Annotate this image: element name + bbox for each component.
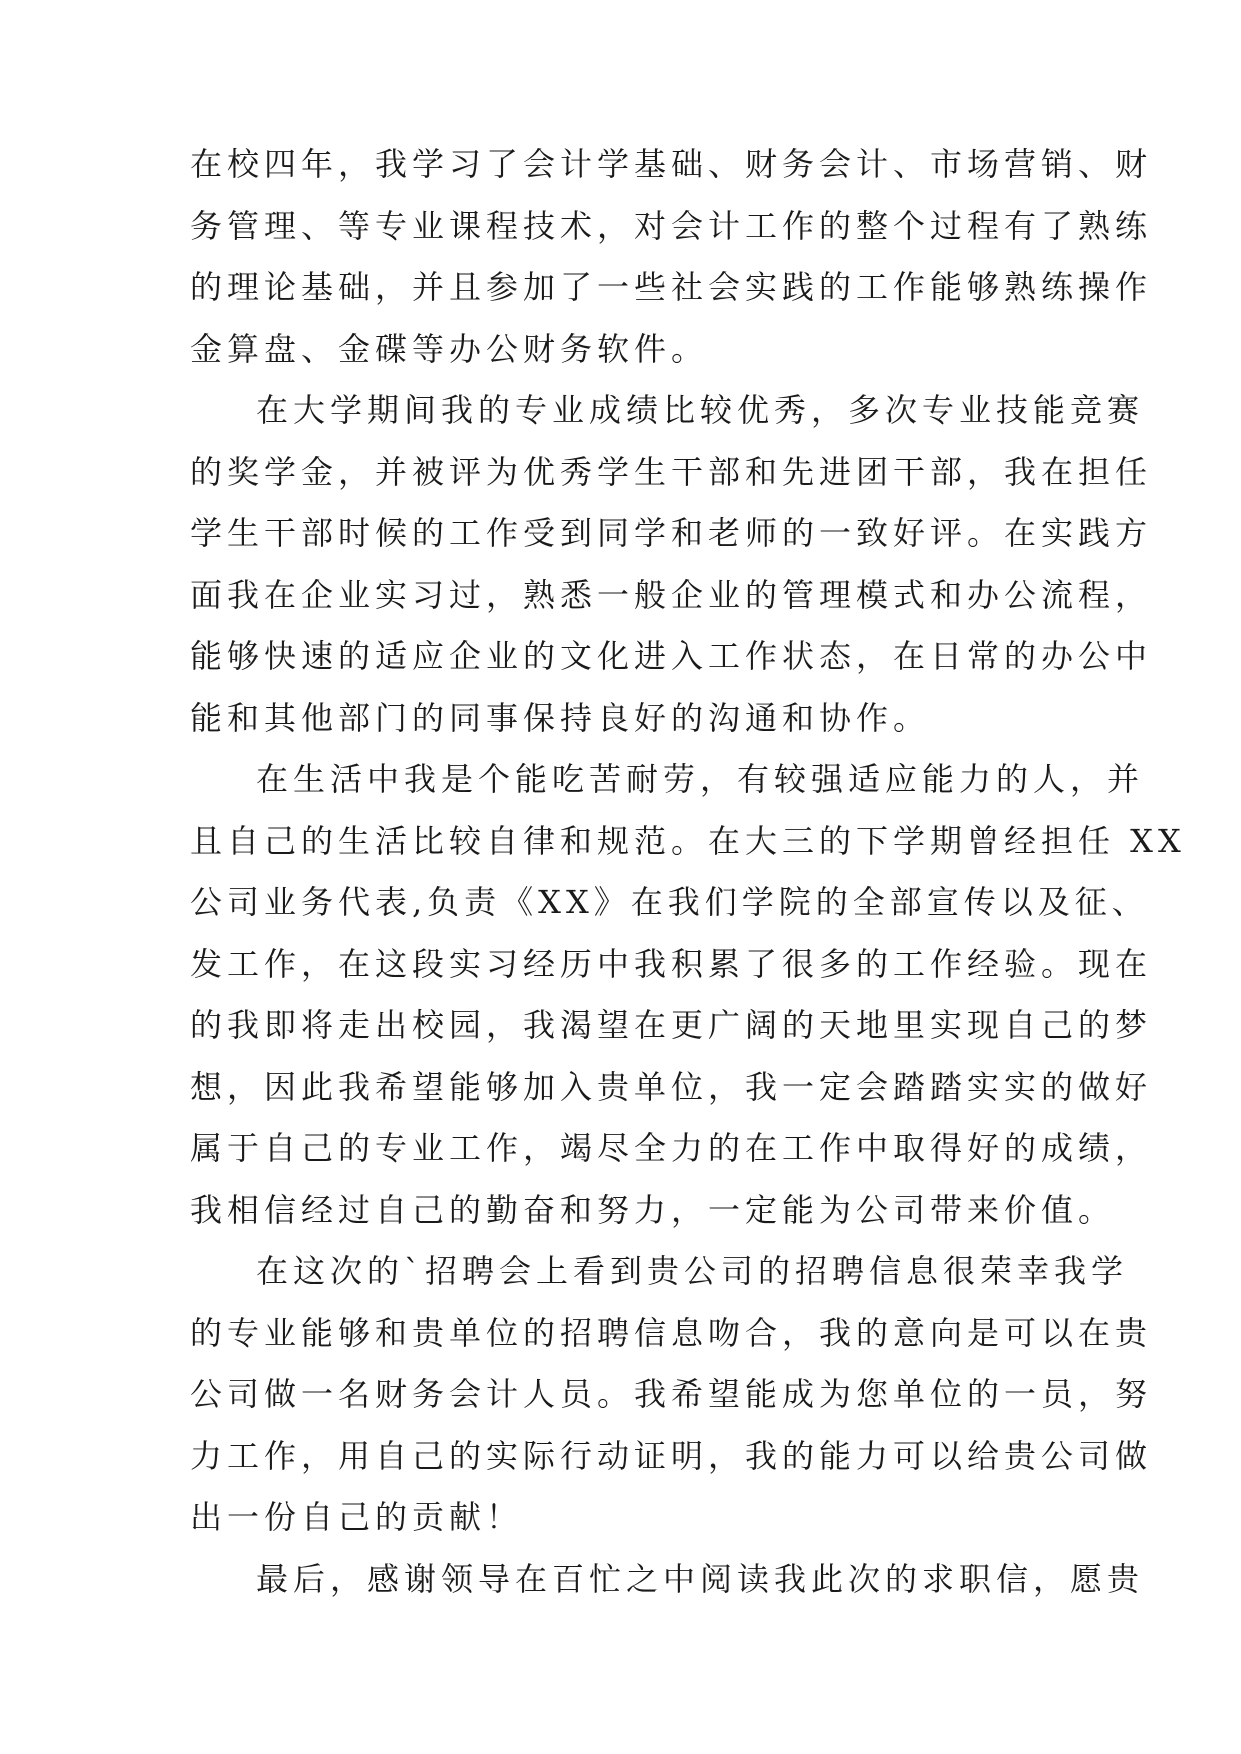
text-line: 在这次的`招聘会上看到贵公司的招聘信息很荣幸我学 [256, 1252, 1129, 1290]
paragraph-2 [190, 380, 1153, 749]
text-line: 能够快速的适应企业的文化进入工作状态，在日常的办公中 [190, 637, 1153, 675]
text-line: 力工作，用自己的实际行动证明，我的能力可以给贵公司做 [190, 1436, 1153, 1475]
text-line: 属于自己的专业工作，竭尽全力的在工作中取得好的成绩， [190, 1129, 1153, 1167]
text-line: 的我即将走出校园，我渴望在更广阔的天地里实现自己的梦 [190, 1006, 1153, 1044]
text-line: 出一份自己的贡献！ [190, 1498, 524, 1536]
text-line: 在校四年，我学习了会计学基础、财务会计、市场营销、财 [190, 145, 1153, 183]
text-line: 面我在企业实习过，熟悉一般企业的管理模式和办公流程， [190, 575, 1153, 614]
paragraph-4 [190, 1241, 1153, 1549]
text-line: 公司做一名财务会计人员。我希望能成为您单位的一员，努 [190, 1375, 1153, 1413]
text-line: 金算盘、金碟等办公财务软件。 [190, 329, 709, 368]
text-line: 能和其他部门的同事保持良好的沟通和协作。 [190, 698, 931, 737]
document-body [190, 134, 1186, 1610]
text-line: 发工作，在这段实习经历中我积累了很多的工作经验。现在 [190, 944, 1153, 983]
text-line: 公司业务代表,负责《XX》在我们学院的全部宣传以及征、 [190, 883, 1149, 921]
paragraph-5 [190, 1549, 1145, 1611]
paragraph-3 [190, 749, 1186, 1241]
text-line: 且自己的生活比较自律和规范。在大三的下学期曾经担任 XX [190, 821, 1186, 860]
text-line: 务管理、等专业课程技术，对会计工作的整个过程有了熟练 [190, 206, 1153, 245]
text-line: 最后，感谢领导在百忙之中阅读我此次的求职信，愿贵 [256, 1559, 1145, 1598]
paragraph-1 [190, 134, 1153, 380]
text-line: 在大学期间我的专业成绩比较优秀，多次专业技能竞赛 [256, 391, 1145, 429]
text-line: 在生活中我是个能吃苦耐劳，有较强适应能力的人，并 [256, 760, 1145, 798]
text-line: 的理论基础，并且参加了一些社会实践的工作能够熟练操作 [190, 268, 1153, 306]
text-line: 我相信经过自己的勤奋和努力，一定能为公司带来价值。 [190, 1190, 1116, 1229]
text-line: 学生干部时候的工作受到同学和老师的一致好评。在实践方 [190, 514, 1153, 552]
text-line: 的奖学金，并被评为优秀学生干部和先进团干部，我在担任 [190, 452, 1153, 491]
text-line: 的专业能够和贵单位的招聘信息吻合，我的意向是可以在贵 [190, 1313, 1153, 1352]
text-line: 想，因此我希望能够加入贵单位，我一定会踏踏实实的做好 [190, 1067, 1153, 1106]
